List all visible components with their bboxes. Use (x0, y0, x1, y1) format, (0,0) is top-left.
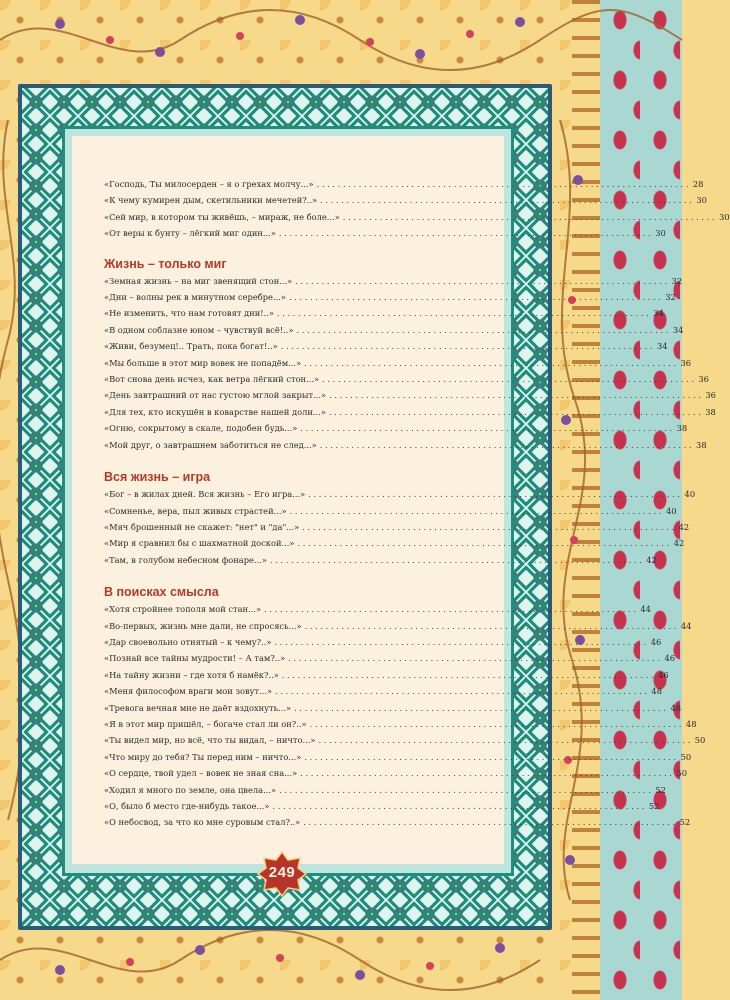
page-number: 249 (268, 864, 296, 881)
table-of-contents (104, 176, 730, 831)
toc-entry[interactable]: «Тревога вечная мне не даёт вздохнуть...» . . . 48 (104, 700, 459, 716)
toc-entry[interactable]: «На тайну жизни – где хотя б намёк?..» . . . 46 (104, 667, 459, 683)
toc-entry[interactable]: «Не изменить, что нам готовят дни!..» . . . 34 (104, 305, 459, 321)
toc-entry[interactable]: «Хотя стройнее тополя мой стан...» . . . 44 (104, 601, 459, 617)
toc-section-life-moment (104, 256, 716, 453)
page-number-badge (258, 852, 306, 896)
toc-entry[interactable]: «Ходил я много по земле, она цвела...» . . . 52 (104, 782, 459, 798)
toc-entry[interactable]: «Меня философом враги мои зовут...» . . . 48 (104, 683, 459, 699)
toc-entry[interactable]: «О сердце, твой удел – вовек не зная сна...» . . . 50 (104, 765, 459, 781)
toc-entry[interactable]: «От веры к бунту – лёгкий миг один...» . . . 30 (104, 225, 459, 241)
toc-entry[interactable]: «Для тех, кто искушён в коварстве нашей доли...» . . . 38 (104, 404, 459, 420)
toc-section-search-meaning (104, 584, 706, 831)
toc-entry[interactable]: «Бог – в жилах дней. Вся жизнь – Его игра...» . . . 40 (104, 486, 459, 502)
toc-entry[interactable]: «К чему кумирен дым, скетильники мечетей?..» . . . 30 (104, 192, 459, 208)
toc-entry[interactable]: «Господь, Ты милосерден – я о грехах молчу...» . . . 28 (104, 176, 459, 192)
section-heading: Вся жизнь – игра (104, 470, 211, 485)
section-heading: Жизнь – только миг (104, 256, 227, 271)
toc-entry[interactable]: «Земная жизнь – на миг звенящий стон...» . . . 32 (104, 273, 459, 289)
toc-entry[interactable]: «Мир я сравнил бы с шахматной доской...» . . . 42 (104, 535, 459, 551)
toc-entry[interactable]: «Мой друг, о завтрашнем заботиться не след...» . . . 38 (104, 437, 459, 453)
toc-entry[interactable]: «Что миру до тебя? Ты перед ним – ничто...» . . . 50 (104, 749, 459, 765)
toc-entry[interactable]: «Огню, сокрытому в скале, подобен будь...» . . . 38 (104, 420, 459, 436)
toc-entry[interactable]: «О небосвод, за что ко мне суровым стал?..» . . . 52 (104, 814, 459, 830)
toc-entry[interactable]: «Сей мир, в котором ты живёшь, – мираж, не боле...» . . . 30 (104, 209, 459, 225)
toc-entry[interactable]: «Сомненье, вера, пыл живых страстей...» . . . 40 (104, 503, 459, 519)
content-panel (72, 136, 730, 864)
toc-section-life-game (104, 469, 696, 568)
toc-entry[interactable]: «О, было б место где-нибудь такое...» . . . 52 (104, 798, 459, 814)
toc-entry[interactable]: «Мяч брошенный не скажет: "нет" и "да"...» . . . 42 (104, 519, 459, 535)
toc-entry[interactable]: «Живи, безумец!.. Трать, пока богат!..» . . . 34 (104, 338, 459, 354)
toc-entry[interactable]: «Ты видел мир, но всё, что ты видал, – ничто...» . . . 50 (104, 732, 459, 748)
toc-entry[interactable]: «День завтрашний от нас густою мглой закрыт...» . . . 36 (104, 387, 459, 403)
toc-entry[interactable]: «Во-первых, жизнь мне дали, не спросясь...» . . . 44 (104, 618, 459, 634)
section-heading: В поисках смысла (104, 585, 219, 600)
toc-intro-entries (104, 176, 730, 242)
toc-entry[interactable]: «Там, в голубом небесном фонаре...» . . . 42 (104, 552, 459, 568)
toc-entry[interactable]: «Дар своевольно отнятый – к чему?..» . . . 46 (104, 634, 459, 650)
toc-entry[interactable]: «Дни – волны рек в минутном серебре...» . . . 32 (104, 289, 459, 305)
toc-entry[interactable]: «Познай все тайны мудрости! – А там?..» . . . 46 (104, 650, 459, 666)
toc-entry[interactable]: «Вот снова день исчез, как ветра лёгкий стон...» . . . 36 (104, 371, 459, 387)
toc-entry[interactable]: «В одном соблазне юном – чувствуй всё!..» . . . 34 (104, 322, 459, 338)
toc-entry[interactable]: «Я в этот мир пришёл, – богаче стал ли он?..» . . . 48 (104, 716, 459, 732)
toc-entry[interactable]: «Мы больше в этот мир вовек не попадём...» . . . 36 (104, 355, 459, 371)
